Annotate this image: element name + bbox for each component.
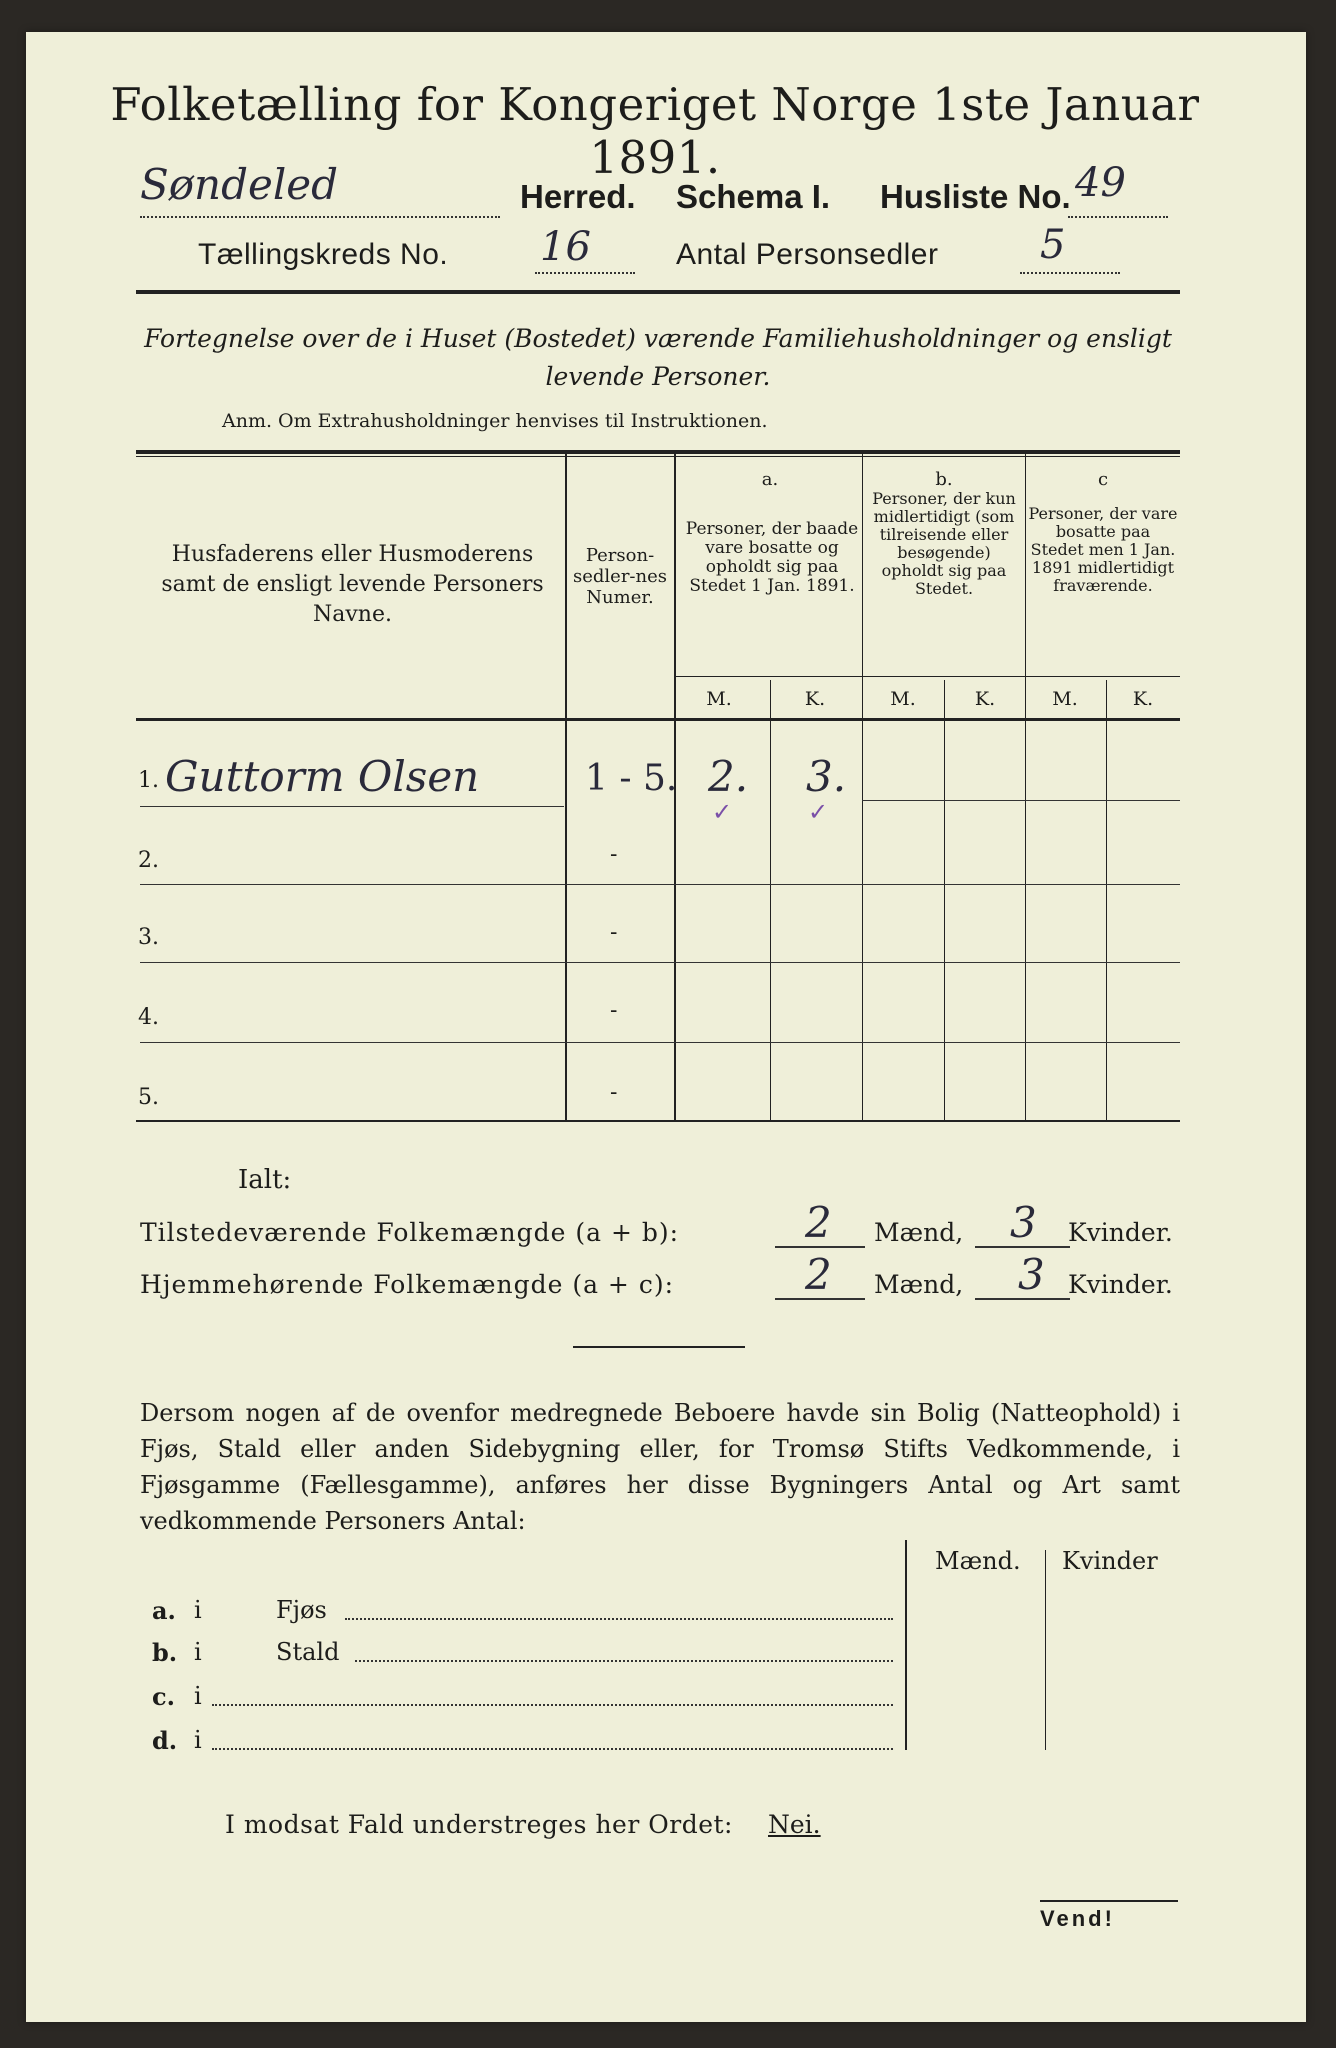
- table-row-number: 5.: [138, 1085, 159, 1110]
- table-row-number: 1.: [138, 768, 159, 793]
- table-bottom-rule: [136, 1120, 1180, 1122]
- kreds-dotted-line: [535, 272, 635, 274]
- col-b-k-label: K.: [974, 688, 996, 710]
- bolig-item-dotted-line: [212, 1704, 893, 1706]
- bolig-item-dotted-line: [355, 1660, 893, 1662]
- kreds-label: Tællingskreds No.: [198, 238, 449, 271]
- herred-dotted-line: [140, 216, 500, 218]
- nei-word: Nei.: [768, 1810, 821, 1839]
- col-c-k-label: K.: [1132, 688, 1154, 710]
- table-row-numer: -: [610, 920, 618, 945]
- table-row-numer: -: [610, 842, 618, 867]
- table-row-name: Guttorm Olsen: [165, 752, 480, 801]
- bolig-item-letter: b.: [152, 1638, 178, 1667]
- ialt-label: Ialt:: [238, 1165, 292, 1195]
- kreds-value: 16: [540, 224, 591, 270]
- bolig-item-i: i: [194, 1638, 202, 1666]
- tilsted-m-value: 2: [805, 1198, 832, 1247]
- col-b-letter: b.: [935, 469, 953, 490]
- bolig-item-i: i: [194, 1596, 202, 1624]
- hjemme-m-line: [775, 1298, 865, 1300]
- col-divider-3: [862, 454, 863, 1120]
- hjemme-kvinder: Kvinder.: [1068, 1270, 1173, 1299]
- table-top-rule-thin: [136, 456, 1180, 457]
- herred-value: Søndeled: [140, 160, 339, 209]
- tilsted-k-value: 3: [1010, 1198, 1037, 1247]
- table-row-a-k: 3.: [806, 752, 847, 801]
- row-4-rule: [140, 1042, 1180, 1043]
- row-3-rule: [140, 962, 1180, 963]
- col-c-header: Personer, der vare bosatte paa Stedet men 1 Jan. 1891 midlertidigt fraværende.: [1028, 504, 1178, 595]
- bolig-item-dotted-line: [212, 1748, 893, 1750]
- husliste-label: Husliste No.: [880, 178, 1071, 215]
- tilsted-label: Tilstedeværende Folkemængde (a + b):: [140, 1218, 680, 1247]
- vend-label: Vend!: [1040, 1906, 1115, 1931]
- col-c-letter: c: [1097, 469, 1109, 490]
- table-row-numer: -: [610, 1080, 618, 1105]
- tilsted-k-line: [975, 1246, 1070, 1248]
- bolig-col-divider-1: [905, 1540, 907, 1750]
- col-c-m-label: M.: [1052, 688, 1078, 710]
- tilsted-maend: Mænd,: [874, 1218, 964, 1247]
- col-b-mk-divider: [944, 680, 945, 1120]
- bolig-paragraph: Dersom nogen af de ovenfor medregnede Beboere havde sin Bolig (Natteophold) i Fjøs, Stald eller anden Sidebygning eller, for Tromsø Stifts Vedkommende, i Fjøsgamme (Fællesgamme), anføres her disse Bygningers Antal og Art samt vedkommende Personers Antal:: [140, 1399, 1180, 1535]
- col-a-mk-divider: [770, 680, 771, 1120]
- husliste-value: 49: [1075, 160, 1126, 206]
- mk-header-rule: [676, 676, 1180, 677]
- anm-note: Anm. Om Extrahusholdninger henvises til Instruktionen.: [222, 410, 768, 432]
- col-a-k-label: K.: [804, 688, 826, 710]
- bolig-item-i: i: [194, 1726, 202, 1754]
- tilsted-m-line: [775, 1246, 865, 1248]
- bolig-item-i: i: [194, 1682, 202, 1710]
- modsat-text: I modsat Fald understreges her Ordet:: [225, 1810, 733, 1839]
- bolig-col-divider-2: [1045, 1550, 1046, 1750]
- vend-rule: [1040, 1900, 1178, 1902]
- table-top-rule: [136, 450, 1180, 454]
- table-row-numer: -: [610, 998, 618, 1023]
- bolig-item-letter: a.: [152, 1596, 176, 1625]
- row-1-rule-right: [862, 800, 1180, 801]
- tilsted-kvinder: Kvinder.: [1068, 1218, 1173, 1247]
- col-b-header: Personer, der kun midlertidigt (som tilreisende eller besøgende) opholdt sig paa Stedet.: [872, 489, 1016, 598]
- col-a-m-label: M.: [706, 688, 732, 710]
- col-c-mk-divider: [1106, 680, 1107, 1120]
- bolig-item-letter: d.: [152, 1726, 178, 1755]
- table-row-numer: 1 - 5.: [585, 758, 678, 799]
- herred-label: Herred.: [520, 178, 636, 215]
- table-row-number: 2.: [138, 848, 159, 873]
- table-header-bottom-rule: [136, 718, 1180, 721]
- antal-value: 5: [1040, 222, 1066, 268]
- bolig-item-letter: c.: [152, 1682, 175, 1711]
- form-title: Folketælling for Kongeriget Norge 1ste Januar 1891.: [110, 78, 1200, 184]
- row-2-rule: [140, 884, 1180, 885]
- intro-text: Fortegnelse over de i Huset (Bostedet) værende Familiehusholdninger og ensligt levende Personer.: [144, 324, 1172, 391]
- check-mark-a-m: ✓: [712, 798, 733, 826]
- hjemme-k-line: [975, 1298, 1070, 1300]
- table-row-number: 3.: [138, 925, 159, 950]
- bolig-maend-header: Mænd.: [935, 1547, 1021, 1575]
- schema-label: Schema I.: [676, 178, 831, 215]
- hjemme-label: Hjemmehørende Folkemængde (a + c):: [140, 1270, 674, 1299]
- bolig-item-dotted-line: [345, 1618, 893, 1620]
- hjemme-m-value: 2: [805, 1250, 832, 1299]
- antal-dotted-line: [1020, 272, 1120, 274]
- bolig-item-label: Fjøs: [276, 1596, 327, 1624]
- table-row-a-m: 2.: [708, 752, 749, 801]
- col-names-header: Husfaderens eller Husmoderens samt de ensligt levende Personers Navne.: [161, 542, 544, 627]
- hjemme-k-value: 3: [1018, 1250, 1045, 1299]
- col-divider-4: [1025, 454, 1026, 1120]
- col-numer-header: Person-sedler-nes Numer.: [573, 545, 667, 608]
- check-mark-a-k: ✓: [808, 798, 829, 826]
- husliste-dotted-line: [1068, 216, 1168, 218]
- bolig-kvinder-header: Kvinder: [1062, 1547, 1158, 1575]
- table-row-number: 4.: [138, 1005, 159, 1030]
- col-a-header: Personer, der baade vare bosatte og opholdt sig paa Stedet 1 Jan. 1891.: [685, 519, 859, 596]
- bolig-item-label: Stald: [276, 1638, 340, 1666]
- col-divider-1: [565, 454, 567, 1120]
- antal-label: Antal Personsedler: [676, 238, 939, 271]
- row-1-rule: [140, 806, 564, 807]
- col-b-m-label: M.: [890, 688, 916, 710]
- section-separator: [573, 1346, 745, 1348]
- col-a-letter: a.: [761, 469, 779, 490]
- header-rule: [136, 290, 1180, 294]
- hjemme-maend: Mænd,: [874, 1270, 964, 1299]
